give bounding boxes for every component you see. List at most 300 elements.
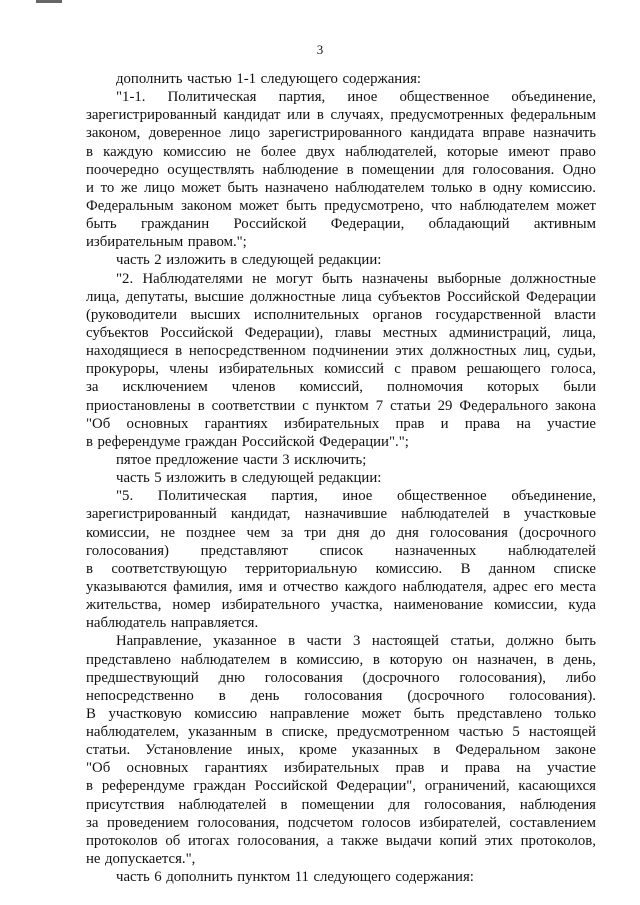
- word: в: [86, 778, 93, 795]
- word: в: [280, 796, 288, 813]
- word: направляется.: [170, 615, 259, 632]
- word: исключением: [122, 379, 208, 396]
- word: или: [287, 107, 311, 124]
- word: 6: [154, 869, 162, 886]
- word: данном: [488, 560, 536, 577]
- word: Федерации),: [244, 324, 324, 341]
- word: в: [86, 433, 93, 450]
- word: прав: [395, 760, 425, 777]
- word: которую: [389, 651, 443, 668]
- word: содержания:: [342, 71, 422, 87]
- word: субъектов: [377, 288, 441, 305]
- word: Российской: [233, 216, 307, 233]
- word: местных: [382, 324, 438, 341]
- word: комиссию.: [529, 179, 596, 196]
- text-line: [86, 651, 596, 669]
- word: федеральным: [510, 107, 596, 124]
- word: 5: [512, 724, 520, 741]
- word: то: [100, 179, 115, 196]
- word: быть: [565, 633, 596, 650]
- text-line: [86, 578, 596, 596]
- word: участковую: [108, 705, 182, 722]
- word: в: [433, 742, 441, 759]
- word: комиссий,: [299, 379, 364, 396]
- word: помещении: [361, 161, 435, 178]
- word: части: [242, 451, 278, 468]
- word: за: [280, 524, 294, 541]
- word: голосования: [429, 524, 508, 541]
- word: с: [302, 397, 309, 414]
- word: день: [250, 687, 280, 704]
- word: Наблюдателями: [142, 270, 243, 287]
- word: "Об: [86, 415, 111, 432]
- word: пунктом: [237, 869, 291, 886]
- word: комиссию: [194, 705, 258, 722]
- word: протоколов,: [520, 832, 596, 849]
- word: места: [559, 578, 596, 595]
- word: не: [86, 851, 101, 868]
- word: списке,: [281, 724, 328, 741]
- word: исключить;: [294, 451, 367, 468]
- word: обладающий: [428, 216, 510, 233]
- word: главы: [334, 324, 372, 341]
- word: содержания:: [395, 869, 474, 886]
- word: зарегистрированный: [86, 107, 217, 124]
- word: лицо: [144, 179, 175, 196]
- text-line: [86, 741, 596, 759]
- word: наблюдение: [262, 161, 339, 178]
- word: 11: [294, 869, 309, 886]
- word: следующего: [313, 869, 391, 886]
- word: кандидата: [410, 125, 475, 142]
- word: депутаты,: [125, 288, 189, 305]
- word: может: [239, 197, 279, 214]
- word: комиссии,: [493, 597, 558, 614]
- word: статьи: [390, 397, 431, 414]
- word: голосования): [86, 542, 169, 559]
- word: быть: [286, 197, 317, 214]
- word: голосования,: [237, 832, 320, 849]
- text-line: [86, 632, 596, 650]
- word: редакции:: [318, 252, 382, 269]
- text-line: [86, 124, 596, 142]
- word: общественное: [399, 89, 490, 106]
- word: правом: [411, 361, 457, 378]
- word: полномочия: [387, 379, 464, 396]
- word: избирательных: [218, 361, 314, 378]
- word: участие: [547, 415, 596, 432]
- word: 29: [437, 397, 453, 414]
- word: голосования,: [197, 814, 280, 831]
- document-body: [86, 70, 596, 886]
- word: законом: [181, 197, 232, 214]
- word: вправе: [482, 125, 525, 142]
- text-line: [86, 868, 596, 886]
- word: дня: [337, 524, 360, 541]
- word: (досрочного: [362, 669, 440, 686]
- word: исполнительных: [253, 306, 360, 323]
- word: которые: [447, 143, 499, 160]
- word: в: [346, 161, 354, 178]
- word: правом.";: [187, 234, 247, 251]
- word: права: [464, 760, 501, 777]
- word: в: [479, 179, 487, 196]
- word: день,: [563, 651, 596, 668]
- text-line: [86, 233, 596, 251]
- text-line: [86, 777, 596, 795]
- word: пунктом: [315, 397, 369, 414]
- word: не: [160, 524, 176, 541]
- word: гражданин: [141, 216, 210, 233]
- word: в: [218, 687, 226, 704]
- word: комиссию: [163, 143, 227, 160]
- word: и: [440, 415, 449, 432]
- text-line: [86, 397, 596, 415]
- word: выдачи: [385, 832, 432, 849]
- word: представлено: [456, 705, 542, 722]
- word: власти: [554, 306, 596, 323]
- word: государственной: [435, 306, 541, 323]
- word: копий: [439, 832, 478, 849]
- word: наблюдателем: [180, 651, 271, 668]
- word: настоящей: [371, 633, 439, 650]
- word: в: [175, 343, 183, 360]
- word: только: [431, 179, 473, 196]
- text-line: [86, 106, 596, 124]
- word: (досрочного: [518, 524, 596, 541]
- word: наблюдателем,: [86, 724, 180, 741]
- word: "5.: [116, 488, 134, 505]
- word: представлено: [86, 651, 172, 668]
- word: "Об: [86, 760, 111, 777]
- word: 7: [375, 397, 384, 414]
- text-line: [86, 687, 596, 705]
- word: участковые: [524, 506, 596, 523]
- word: указанным: [188, 724, 257, 741]
- word: избирательным: [86, 234, 184, 251]
- word: Федерации".";: [319, 433, 409, 450]
- word: назначено: [264, 179, 329, 196]
- word: указываются: [86, 578, 167, 595]
- word: что: [431, 197, 453, 214]
- word: зарегистрированный: [86, 506, 217, 523]
- word: изложить: [166, 252, 226, 269]
- word: предложение: [155, 451, 239, 468]
- text-line: [86, 850, 596, 868]
- word: субъектов: [86, 324, 149, 341]
- word: голосования: [304, 687, 383, 704]
- word: Федерации: [526, 288, 596, 305]
- word: ограничений,: [424, 778, 510, 795]
- word: жительства,: [86, 597, 162, 614]
- text-line: [86, 560, 596, 578]
- word: находящиеся: [86, 343, 169, 360]
- word: статьи,: [450, 633, 495, 650]
- word: Федеральным: [86, 197, 174, 214]
- word: участие: [547, 760, 596, 777]
- word: референдуме: [97, 433, 181, 450]
- word: голосов: [361, 814, 411, 831]
- word: выборные: [437, 270, 502, 287]
- word: кандидат: [223, 107, 281, 124]
- word: быть: [227, 179, 259, 196]
- text-line: [86, 270, 596, 288]
- word: протоколов: [86, 832, 158, 849]
- word: имя: [238, 578, 263, 595]
- word: подсчетом: [287, 814, 354, 831]
- scan-corner-mark: [36, 0, 62, 3]
- word: назначить: [533, 125, 596, 142]
- word: членов: [231, 379, 276, 396]
- word: двух: [306, 143, 336, 160]
- word: настоящей: [528, 724, 596, 741]
- word: за: [86, 379, 99, 396]
- word: на: [516, 760, 531, 777]
- word: Одно: [562, 161, 596, 178]
- word: редакции:: [318, 470, 382, 487]
- word: которых: [487, 379, 540, 396]
- word: Федерации",: [336, 778, 417, 795]
- word: гарантиях: [204, 415, 268, 432]
- word: партия,: [278, 89, 326, 106]
- word: также: [341, 832, 379, 849]
- word: 5: [154, 470, 162, 487]
- word: в: [503, 506, 511, 523]
- word: В: [86, 705, 96, 722]
- word: иных,: [247, 742, 285, 759]
- word: лиц,: [523, 343, 551, 360]
- word: судьи,: [557, 343, 596, 360]
- word: наблюдателем: [335, 179, 425, 196]
- word: назначившие: [304, 506, 388, 523]
- word: итогах: [188, 832, 230, 849]
- word: случаях,: [330, 107, 384, 124]
- word: с: [394, 361, 401, 378]
- text-line: [86, 832, 596, 850]
- word: голосования).: [509, 687, 596, 704]
- word: Федерального: [459, 397, 549, 414]
- word: же: [120, 179, 138, 196]
- word: и: [86, 179, 94, 196]
- word: часть: [116, 470, 150, 487]
- word: лица: [341, 288, 372, 305]
- text-line: [86, 342, 596, 360]
- word: администраций,: [448, 324, 551, 341]
- word: может: [181, 179, 221, 196]
- word: В: [460, 560, 471, 577]
- word: номер: [172, 597, 211, 614]
- word: быть: [86, 216, 117, 233]
- word: члены: [169, 361, 209, 378]
- word: в: [230, 470, 238, 487]
- text-line: [86, 251, 596, 269]
- text-line: [86, 542, 596, 560]
- word: прав: [395, 415, 425, 432]
- word: не: [252, 270, 267, 287]
- word: партия,: [271, 488, 318, 505]
- word: референдуме: [101, 778, 185, 795]
- word: основных: [126, 760, 189, 777]
- text-line: [86, 161, 596, 179]
- word: наименование: [393, 597, 484, 614]
- word: предусмотрено,: [324, 197, 424, 214]
- word: должностные: [250, 288, 336, 305]
- word: органов: [372, 306, 423, 323]
- word: комиссию,: [296, 651, 364, 668]
- word: 3: [352, 633, 361, 650]
- text-line: [86, 306, 596, 324]
- word: этих: [484, 832, 513, 849]
- word: быть: [321, 270, 353, 287]
- word: часть: [116, 252, 150, 269]
- word: списке: [553, 560, 596, 577]
- word: дополнить: [166, 869, 233, 886]
- text-line: [86, 360, 596, 378]
- word: следующей: [241, 470, 314, 487]
- word: объединение,: [511, 488, 596, 505]
- word: прокуроры,: [86, 361, 159, 378]
- word: доверенное: [148, 125, 222, 142]
- word: статьи.: [86, 742, 131, 759]
- word: в: [288, 633, 296, 650]
- word: фамилия,: [173, 578, 233, 595]
- word: в: [230, 252, 238, 269]
- word: за: [86, 814, 99, 831]
- text-line: [86, 614, 596, 632]
- word: 2: [154, 252, 162, 269]
- text-line: [86, 415, 596, 433]
- word: избирательных: [284, 415, 380, 432]
- word: предусмотренных: [390, 107, 504, 124]
- word: избирательных: [284, 760, 380, 777]
- word: наблюдателей,: [345, 143, 437, 160]
- word: Российской: [160, 324, 234, 341]
- word: в: [86, 143, 93, 160]
- word: наблюдателей: [401, 506, 490, 523]
- word: только: [554, 705, 596, 722]
- word: список: [319, 542, 364, 559]
- text-line: [86, 433, 596, 451]
- text-line: [86, 288, 596, 306]
- word: зарегистрированного: [268, 125, 402, 142]
- word: дня: [396, 524, 419, 541]
- word: граждан: [193, 778, 246, 795]
- word: наблюдения: [519, 796, 596, 813]
- word: Российской: [446, 288, 520, 305]
- text-line: [86, 143, 596, 161]
- text-line: [86, 88, 596, 106]
- text-line: [86, 705, 596, 723]
- word: комиссию.: [375, 560, 443, 577]
- text-line: [86, 524, 596, 542]
- word: допускается.",: [105, 851, 196, 868]
- word: следующего: [260, 71, 338, 87]
- word: голосования: [264, 669, 343, 686]
- text-line: [86, 487, 596, 505]
- word: куда: [568, 597, 596, 614]
- word: одну: [492, 179, 523, 196]
- word: голосования),: [459, 669, 547, 686]
- word: объединение,: [511, 89, 596, 106]
- word: должностные: [510, 270, 596, 287]
- word: поочередно: [86, 161, 159, 178]
- word: приостановлены: [86, 397, 191, 414]
- word: указанных: [351, 742, 419, 759]
- word: в: [197, 397, 205, 414]
- text-line: [86, 796, 596, 814]
- word: 1-1: [236, 71, 257, 87]
- word: Федеральном: [455, 742, 541, 759]
- word: и: [440, 760, 449, 777]
- text-line: [86, 215, 596, 233]
- word: лицо: [229, 125, 261, 142]
- word: Федерации,: [330, 216, 405, 233]
- word: до: [370, 524, 386, 541]
- word: в: [265, 724, 273, 741]
- word: решающего: [466, 361, 541, 378]
- word: должностных: [430, 343, 517, 360]
- word: осуществлять: [167, 161, 255, 178]
- word: наблюдателей: [508, 542, 596, 559]
- word: следующей: [241, 252, 314, 269]
- word: части: [306, 633, 342, 650]
- word: высшие: [194, 288, 244, 305]
- word: частью: [187, 71, 232, 87]
- word: в: [86, 560, 93, 577]
- word: изложить: [166, 470, 226, 487]
- word: "1-1.: [116, 89, 146, 106]
- word: указанное: [213, 633, 277, 650]
- word: голоса,: [550, 361, 596, 378]
- text-line: [86, 197, 596, 215]
- word: соответствии: [211, 397, 296, 414]
- word: закона: [555, 397, 596, 414]
- word: право: [559, 143, 596, 160]
- text-line: [86, 324, 596, 342]
- word: общественное: [396, 488, 487, 505]
- word: могут: [275, 270, 313, 287]
- word: быть: [413, 705, 445, 722]
- word: наблюдателем: [459, 197, 550, 214]
- word: голосования,: [424, 796, 506, 813]
- text-line: [86, 814, 596, 832]
- word: иное: [347, 89, 378, 106]
- word: назначенных: [394, 542, 477, 559]
- word: каждого: [344, 578, 397, 595]
- text-line: [86, 179, 596, 197]
- word: часть: [116, 869, 150, 886]
- word: граждан: [184, 433, 238, 450]
- word: этих: [395, 343, 424, 360]
- word: может: [556, 197, 596, 214]
- word: комиссий: [324, 361, 384, 378]
- word: а: [326, 832, 334, 849]
- word: предшествующий: [86, 669, 199, 686]
- word: каждую: [103, 143, 153, 160]
- word: высших: [190, 306, 241, 323]
- word: (руководители: [86, 306, 178, 323]
- word: дополнить: [116, 71, 183, 87]
- text-line: [86, 723, 596, 741]
- word: активным: [533, 216, 596, 233]
- word: подчинении: [312, 343, 389, 360]
- word: комиссии,: [86, 524, 150, 541]
- text-line: [86, 669, 596, 687]
- text-line: [86, 505, 596, 523]
- word: адрес: [492, 578, 528, 595]
- word: непосредственно: [86, 687, 194, 704]
- word: три: [304, 524, 327, 541]
